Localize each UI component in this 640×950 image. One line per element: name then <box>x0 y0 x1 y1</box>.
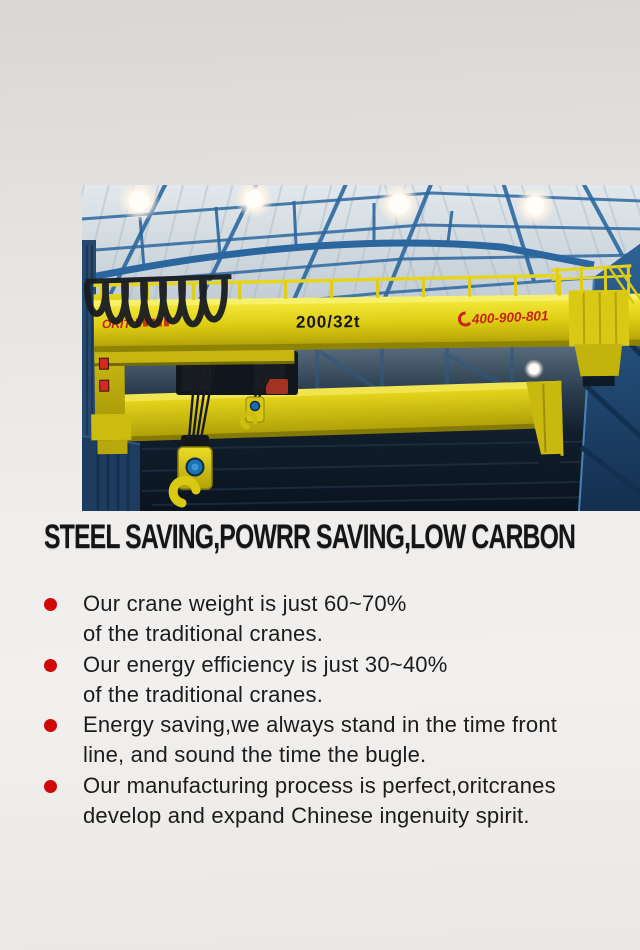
list-item-line: of the traditional cranes. <box>83 621 324 647</box>
benefit-list <box>44 589 610 831</box>
list-item-text <box>83 710 557 771</box>
hotline-label: 400-900-801 <box>471 308 549 327</box>
list-item-text <box>83 771 556 832</box>
page-title: STEEL SAVING,POWRR SAVING,LOW CARBON <box>44 518 576 556</box>
crane-photo <box>82 185 640 511</box>
list-item <box>44 771 610 832</box>
list-item <box>44 710 610 771</box>
list-item-line: Energy saving,we always stand in the time front <box>83 712 558 738</box>
list-item-text <box>83 589 407 650</box>
list-item-line: line, and sound the time the bugle. <box>83 742 427 768</box>
list-item-line: of the traditional cranes. <box>83 681 324 707</box>
list-item <box>44 589 610 650</box>
list-item-text <box>83 650 448 711</box>
list-item-line: Our manufacturing process is perfect,oritcranes <box>83 772 556 798</box>
bullet-dot-icon <box>44 659 57 672</box>
bullet-dot-icon <box>44 780 57 793</box>
list-item-line: Our crane weight is just 60~70% <box>83 591 407 616</box>
capacity-label: 200/32t <box>295 312 361 332</box>
brand-logo-text: ORIT <box>101 316 131 332</box>
list-item-line: develop and expand Chinese ingenuity spirit. <box>83 803 530 829</box>
list-item <box>44 650 610 711</box>
back-lamp <box>529 364 539 374</box>
red-pulley <box>266 379 288 394</box>
bullet-dot-icon <box>44 719 57 732</box>
bullet-dot-icon <box>44 598 57 611</box>
crane-photo-art <box>82 185 640 511</box>
list-item-line: Our energy efficiency is just 30~40% <box>83 651 448 677</box>
